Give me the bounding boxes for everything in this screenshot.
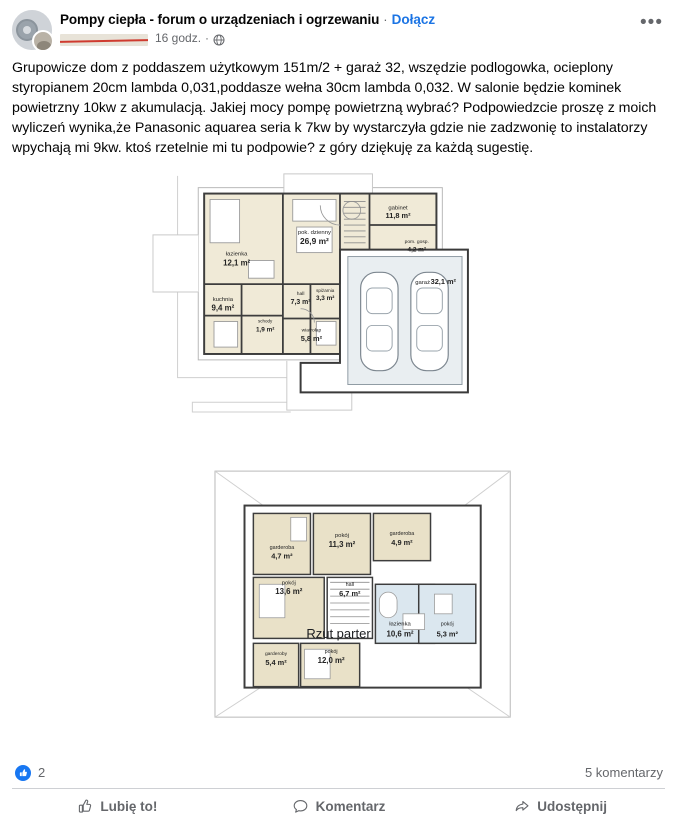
comment-button[interactable] <box>228 791 450 823</box>
join-group-link[interactable]: Dołącz <box>391 12 436 27</box>
room-label: kuchnia <box>212 296 234 303</box>
post-timestamp[interactable]: 16 godz. <box>155 31 202 45</box>
room-area: 3,3 m² <box>315 294 335 302</box>
thumbs-up-icon <box>76 798 93 815</box>
room-label: garderoba <box>389 531 415 538</box>
room-label: pokój <box>281 580 296 587</box>
author-avatar-image <box>32 30 54 52</box>
room-area: 10,6 m² <box>386 629 414 639</box>
room-label: łazienka <box>389 621 411 628</box>
comments-count[interactable]: 5 komentarzy <box>584 765 663 781</box>
reaction-count: 2 <box>38 765 46 781</box>
title-separator: · <box>383 12 388 27</box>
room-label: łazienka <box>225 251 248 258</box>
room-label: spiżarnia <box>316 287 335 293</box>
room-label: pom. gosp. <box>404 239 429 245</box>
share-button[interactable] <box>449 791 671 823</box>
post-header <box>0 0 677 54</box>
author-name-redacted <box>60 34 148 46</box>
room-area: 9,4 m² <box>211 303 235 313</box>
room-label: pok. dzienny <box>297 229 331 236</box>
room-label: schody <box>258 318 273 324</box>
room-area: 11,3 m² <box>328 539 356 549</box>
room-area: 26,9 m² <box>299 235 329 246</box>
post-media[interactable] <box>0 166 677 757</box>
room-area: 6,7 m² <box>339 589 361 599</box>
room-area: 12,1 m² <box>223 258 251 268</box>
engagement-bar <box>0 757 677 788</box>
room-area: 32,1 m² <box>430 277 457 287</box>
globe-icon <box>213 34 225 46</box>
room-label: garderoby <box>264 652 288 658</box>
group-name[interactable]: Pompy ciepła - forum o urządzeniach i ogrzewaniu <box>60 12 380 27</box>
post-actions <box>0 789 677 828</box>
room-area: 5,3 m² <box>436 629 458 639</box>
room-area: 5,4 m² <box>265 657 287 667</box>
room-label: gabinet <box>388 205 408 212</box>
room-area: 4,9 m² <box>391 537 413 547</box>
reactions-summary[interactable] <box>14 764 45 782</box>
room-label: pokój <box>334 533 349 540</box>
room-label: hall <box>296 291 305 297</box>
meta-separator: · <box>205 31 210 45</box>
room-area: 1,9 m² <box>255 326 275 334</box>
like-thumb-icon <box>14 764 32 782</box>
share-button-label: Udostępnij <box>537 798 608 814</box>
post-meta-line <box>60 31 665 46</box>
more-options-icon[interactable]: ••• <box>640 12 663 33</box>
floorplan-caption: Rzut parter <box>306 626 371 641</box>
room-label: garderoba <box>269 544 295 551</box>
like-button-label: Lubię to! <box>100 798 158 814</box>
room-area: 11,8 m² <box>385 211 411 221</box>
post-body-text: Grupowicze dom z poddaszem użytkowym 151m/2 + garaż 32, wszędzie podlogowka, ocieplony styropianem 20cm lambda 0,031,poddasze wełna 30cm lambda 0,032. W salonie będzie kominek powietrzny 10kw z akumulacją. Jakiej mocy pompę powietrzną wybrać? Podpowiedzcie proszę z moich wyliczeń wynika,że Panasonic aquarea seria k 7kw by wystarczyła gdzie nie zadzwonię to instalatorzy wpychają mi 9kw. ktoś rzetelnie mi tu podpowie? z góry dziękuję za każdą sugestię. <box>12 60 657 156</box>
room-area: 13,6 m² <box>275 587 303 597</box>
room-label: garaż <box>415 280 431 287</box>
room-area: 5,8 m² <box>300 334 323 344</box>
room-label: pokój <box>440 621 454 628</box>
post-header-text <box>60 10 665 46</box>
room-label: hall <box>345 582 355 589</box>
comment-bubble-icon <box>292 798 309 815</box>
attic-floor-plan <box>215 471 510 717</box>
room-area: 4,2 m² <box>407 246 426 254</box>
group-title-line <box>60 11 665 33</box>
room-label: pokój <box>324 649 338 656</box>
room-area: 7,3 m² <box>290 298 311 306</box>
comment-button-label: Komentarz <box>315 798 386 814</box>
floorplan-images <box>0 166 677 757</box>
room-area: 4,7 m² <box>271 551 293 561</box>
room-label: wiatrołap <box>301 328 322 334</box>
avatar[interactable] <box>12 10 52 50</box>
room-area: 12,0 m² <box>317 656 345 666</box>
share-arrow-icon <box>513 798 530 815</box>
like-button[interactable] <box>6 791 228 823</box>
